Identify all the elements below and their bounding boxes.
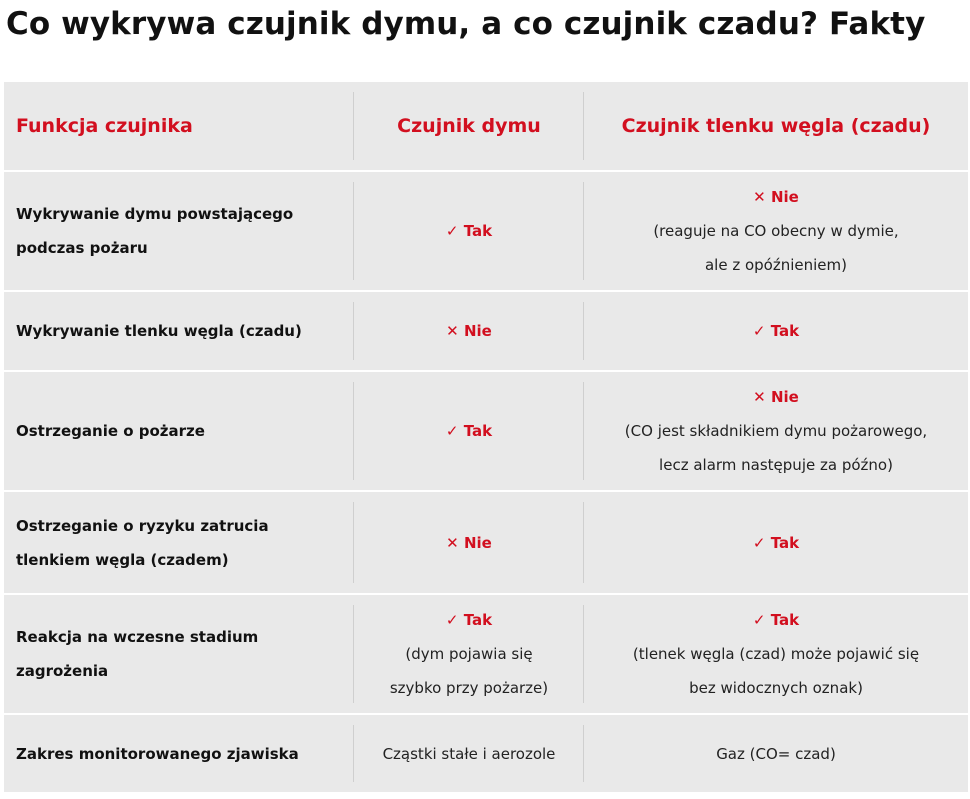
feature-cell — [4, 714, 354, 793]
table-row — [4, 171, 968, 291]
smoke-verdict: ✕ Nie — [446, 533, 492, 552]
smoke-note-line: (dym pojawia się — [405, 645, 533, 663]
header-row — [4, 82, 968, 171]
feature-cell — [4, 594, 354, 714]
co-note-line: (reaguje na CO obecny w dymie, — [653, 222, 899, 240]
table-row — [4, 594, 968, 714]
table-row — [4, 491, 968, 594]
table-row — [4, 291, 968, 371]
smoke-cell — [354, 594, 584, 714]
comparison-table — [4, 82, 968, 794]
smoke-value: Cząstki stałe i aerozole — [382, 744, 556, 763]
co-verdict: ✕ Nie — [753, 388, 799, 406]
co-verdict: ✓ Tak — [752, 611, 800, 629]
co-verdict: ✓ Tak — [752, 322, 800, 340]
feature-line: Reakcja na wczesne stadium — [16, 628, 259, 646]
feature-cell — [4, 291, 354, 371]
co-cell — [584, 714, 968, 793]
feature-cell — [4, 371, 354, 491]
co-cell — [584, 171, 968, 291]
smoke-verdict: ✕ Nie — [446, 322, 492, 340]
smoke-verdict: ✓ Tak — [445, 611, 493, 629]
feature-line: zagrożenia — [16, 662, 109, 680]
co-cell — [584, 594, 968, 714]
feature-line: Wykrywanie dymu powstającego — [16, 205, 294, 223]
feature-line: podczas pożaru — [16, 239, 148, 257]
table-row — [4, 714, 968, 793]
feature-line: tlenkiem węgla (czadem) — [16, 550, 229, 569]
co-verdict: ✓ Tak — [752, 533, 800, 552]
smoke-verdict: ✓ Tak — [445, 422, 493, 440]
co-note-line: bez widocznych oznak) — [689, 679, 863, 697]
co-note-line: ale z opóźnieniem) — [704, 256, 848, 274]
co-cell — [584, 291, 968, 371]
page-title: Co wykrywa czujnik dymu, a co czujnik czadu? Fakty — [6, 6, 926, 42]
table-row — [4, 371, 968, 491]
feature-line: Wykrywanie tlenku węgla (czadu) — [16, 322, 302, 340]
co-note-line: (tlenek węgla (czad) może pojawić się — [632, 645, 920, 663]
co-value: Gaz (CO= czad) — [716, 744, 836, 763]
feature-cell — [4, 171, 354, 291]
smoke-note-line: szybko przy pożarze) — [389, 679, 549, 697]
smoke-cell — [354, 291, 584, 371]
header-feature: Funkcja czujnika — [4, 82, 354, 171]
co-cell — [584, 491, 968, 594]
feature-line: Ostrzeganie o pożarze — [16, 422, 205, 440]
feature-cell — [4, 491, 354, 594]
co-note-line: lecz alarm następuje za późno) — [659, 456, 893, 474]
feature-line: Ostrzeganie o ryzyku zatrucia — [16, 516, 269, 535]
header-smoke-detector: Czujnik dymu — [354, 82, 584, 171]
header-co-detector: Czujnik tlenku węgla (czadu) — [584, 82, 968, 171]
smoke-cell — [354, 491, 584, 594]
smoke-cell — [354, 171, 584, 291]
smoke-cell — [354, 371, 584, 491]
feature-line: Zakres monitorowanego zjawiska — [16, 744, 299, 763]
smoke-cell — [354, 714, 584, 793]
co-verdict: ✕ Nie — [753, 188, 799, 206]
co-cell — [584, 371, 968, 491]
co-note-line: (CO jest składnikiem dymu pożarowego, — [624, 422, 928, 440]
smoke-verdict: ✓ Tak — [445, 222, 493, 240]
